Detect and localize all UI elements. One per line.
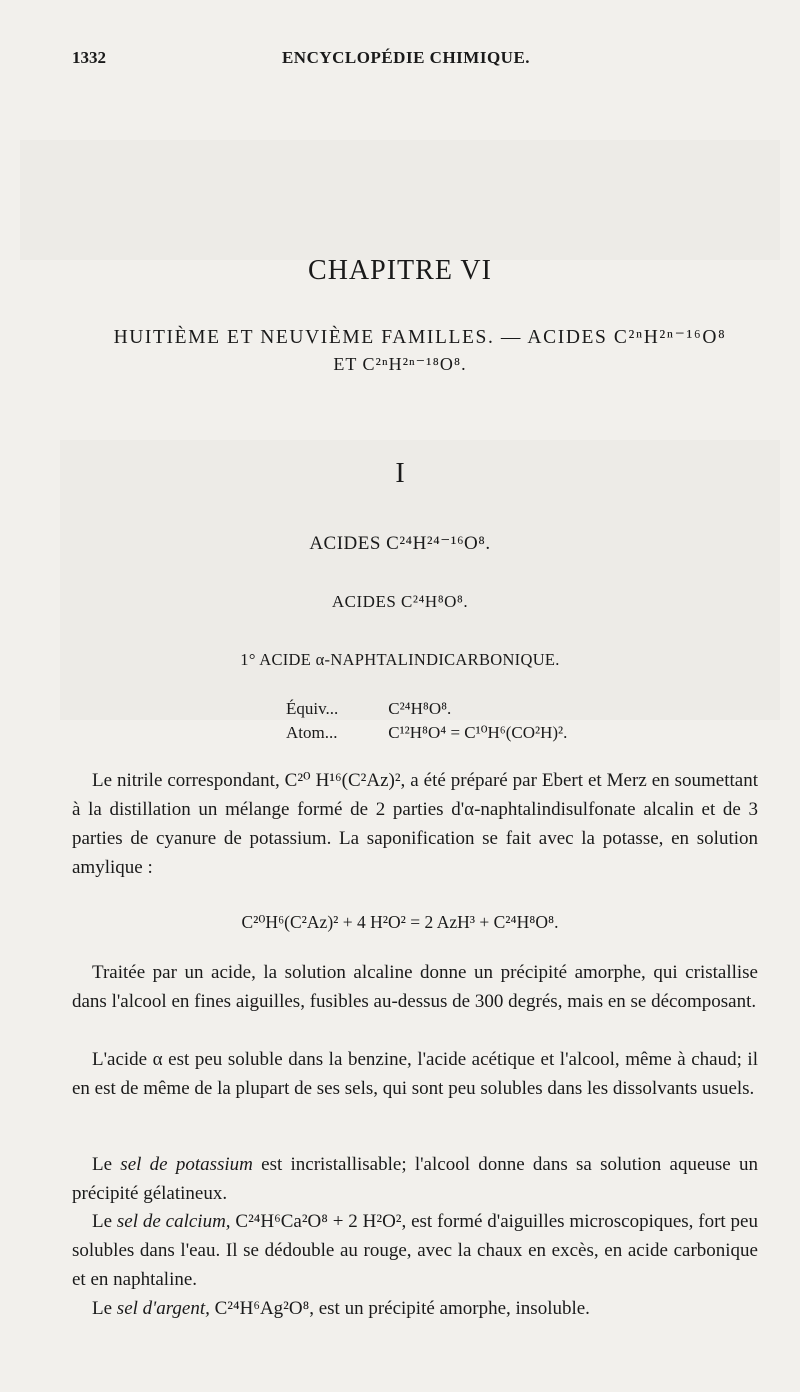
paragraph-nitrile: Le nitrile correspondant, C²⁰ H¹⁶(C²Az)², a été préparé par Ebert et Merz en soumettant à la distillation un mélange formé de 2 parties d'α-naphtalindisulfonate alcalin et de 3 parties de cyanure de potassium. La saponification se fait avec la potasse, en solution amylique : xyxy=(72,770,758,878)
atom-formula: C¹²H⁸O⁴ = C¹⁰H⁶(CO²H)². xyxy=(388,723,568,742)
page-header xyxy=(72,48,740,76)
page-number: 1332 xyxy=(72,48,106,67)
families-heading-continued: ET C²ⁿH²ⁿ⁻¹⁸O⁸. xyxy=(333,354,467,374)
chapter-title: CHAPITRE VI xyxy=(308,255,492,286)
salt-name: sel de potassium xyxy=(120,1154,253,1175)
paragraph-solubility: L'acide α est peu soluble dans la benzine, l'acide acétique et l'alcool, même à chaud; il en est de même de la plupart de ses sels, qui sont peu solubles dans les dissolvants usuels. xyxy=(72,1049,758,1099)
paragraph-calcium-salt xyxy=(72,1207,758,1294)
bleed-through-shadow xyxy=(20,140,780,260)
paragraph-rest: est incristallisable; l'alcool donne dans sa solution aqueuse un précipité gélatineux. xyxy=(72,1154,758,1204)
compound-title: 1° ACIDE α-NAPHTALINDICARBONIQUE. xyxy=(240,650,560,669)
equiv-label: Équiv... xyxy=(286,699,339,718)
section-heading: ACIDES C²⁴H²⁴⁻¹⁶O⁸. xyxy=(309,533,491,554)
paragraph-lead: Le xyxy=(92,1154,121,1175)
paragraph-rest: C²⁴H⁶Ca²O⁸ + 2 H²O², est formé d'aiguilles microscopiques, fort peu solubles dans l'eau. Il se dédouble au rouge, avec la chaux en excès, en acide carbonique et en naphtaline. xyxy=(72,1211,758,1290)
equiv-row xyxy=(286,697,567,721)
families-heading: HUITIÈME ET NEUVIÈME FAMILLES. — ACIDES C²ⁿH²ⁿ⁻¹⁶O⁸ xyxy=(113,327,727,348)
subsection-heading: ACIDES C²⁴H⁸O⁸. xyxy=(331,592,469,611)
saponification-equation: C²⁰H⁶(C²Az)² + 4 H²O² = 2 AzH³ + C²⁴H⁸O⁸. xyxy=(241,912,559,932)
formula-block xyxy=(286,697,567,745)
paragraph-lead: Le xyxy=(92,1211,117,1232)
section-numeral: I xyxy=(395,458,405,489)
paragraph-potassium-salt xyxy=(72,1150,758,1208)
running-title: ENCYCLOPÉDIE CHIMIQUE. xyxy=(281,48,531,67)
paragraph-rest: C²⁴H⁶Ag²O⁸, est un précipité amorphe, insoluble. xyxy=(209,1298,590,1319)
paragraph-precipitate: Traitée par un acide, la solution alcaline donne un précipité amorphe, qui cristallise dans l'alcool en fines aiguilles, fusibles au-dessus de 300 degrés, mais en se décomposant. xyxy=(72,962,758,1012)
salt-name: sel de calcium, xyxy=(116,1211,231,1232)
paragraph-lead: Le xyxy=(92,1298,117,1319)
atom-label: Atom... xyxy=(286,723,338,742)
atom-row xyxy=(286,721,567,745)
salt-name: sel d'argent, xyxy=(116,1298,210,1319)
paragraph-silver-salt xyxy=(72,1294,758,1323)
equiv-formula: C²⁴H⁸O⁸. xyxy=(388,699,452,718)
